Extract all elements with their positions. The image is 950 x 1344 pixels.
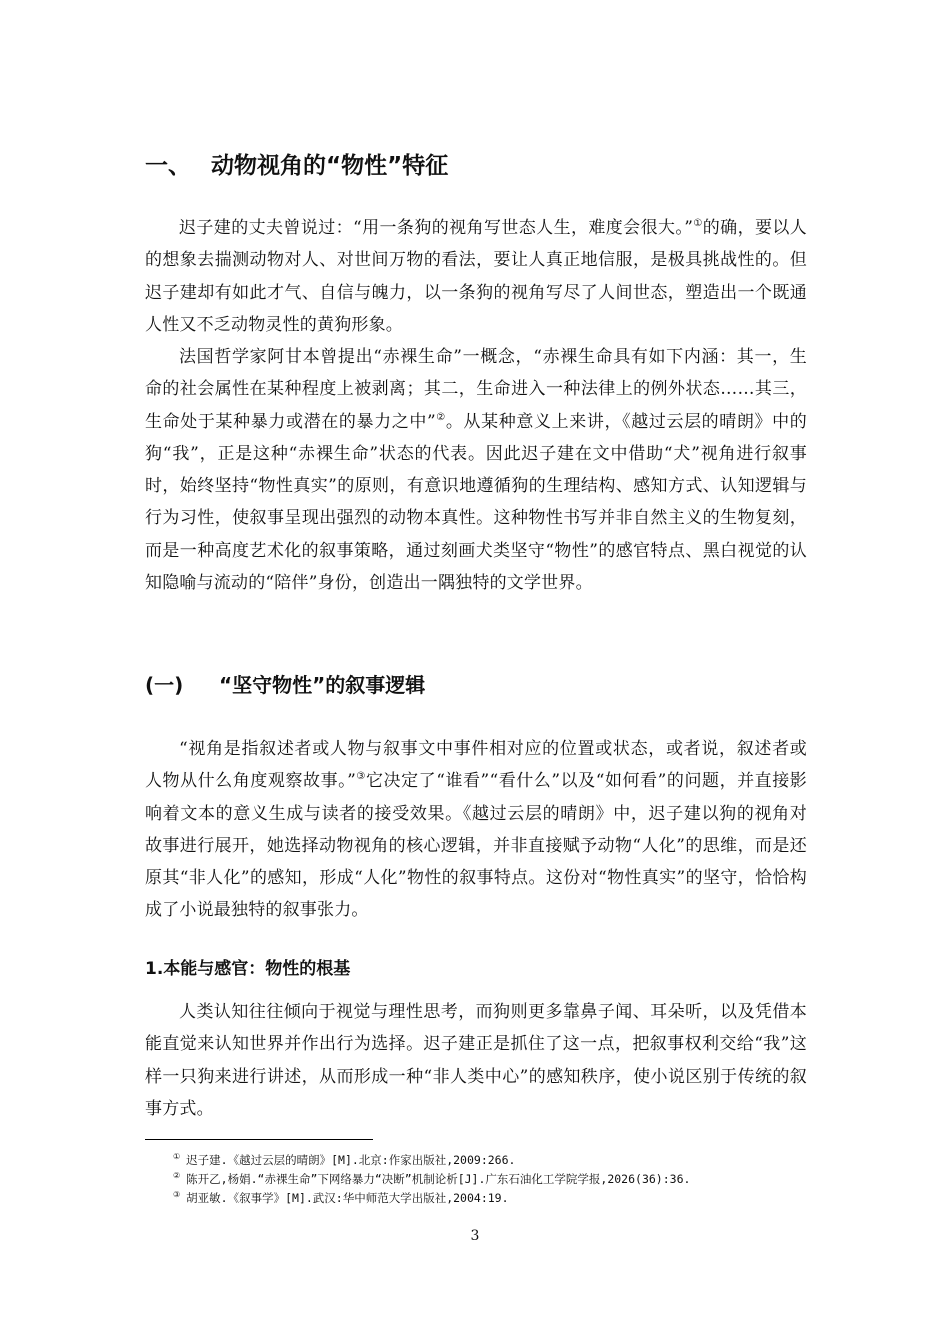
footnote-text-3: 胡亚敏.《叙事学》[M].武汉:华中师范大学出版社,2004:19. [186,1191,509,1205]
paragraph-1-text-b: 的确，要以人的想象去揣测动物对人、对世间万物的看法，要让人真正地信服，是极具挑战性的。但迟子建却有如此才气、自信与魄力，以一条狗的视角写尽了人间世态，塑造出一个既通人性又不乏动物灵性的黄狗形象。 [145,218,807,335]
footnotes [145,1151,745,1208]
paragraph-3 [145,733,807,927]
page-number: 3 [470,1228,480,1244]
paragraph-3-text-b: 它决定了“谁看”“看什么”以及“如何看”的问题，并直接影响着文本的意义生成与读者的接受效果。《越过云层的晴朗》中，迟子建以狗的视角对故事进行展开，她选择动物视角的核心逻辑，并非直接赋予动物“人化”的思维，而是还原其“非人化”的感知，形成“人化”物性的叙事特点。这份对“物性真实”的坚守，恰恰构成了小说最独特的叙事张力。 [145,771,807,921]
footnote-ref-1[interactable]: ① [693,218,703,229]
paragraph-1-text-a: 迟子建的丈夫曾说过：“用一条狗的视角写世态人生，难度会很大。” [179,218,694,238]
footnote-ref-3[interactable]: ③ [356,771,366,783]
subsection-title: “坚守物性”的叙事逻辑 [219,673,426,697]
footnote-mark-2: ② [173,1171,181,1180]
paragraph-2-text-a: 法国哲学家阿甘本曾提出“赤裸生命”一概念，“赤裸生命具有如下内涵：其一，生命的社会属性在某种程度上被剥离；其二，生命进入一种法律上的例外状态……其三，生命处于某种暴力或潜在的暴力之中” [145,347,807,432]
footnote-2 [145,1170,745,1189]
footnote-text-1: 迟子建.《越过云层的晴朗》[M].北京:作家出版社,2009:266. [186,1153,516,1167]
paragraph-2 [145,341,807,599]
footnote-ref-2[interactable]: ② [435,411,446,423]
paragraph-4: 人类认知往往倾向于视觉与理性思考，而狗则更多靠鼻子闻、耳朵听，以及凭借本能直觉来认知世界并作出行为选择。迟子建正是抓住了这一点，把叙事权利交给“我”这样一只狗来进行讲述，从而形成一种“非人类中心”的感知秩序，使小说区别于传统的叙事方式。 [145,1002,807,1119]
subsection-number: (一) [145,673,184,697]
section-number: 一、 [145,153,191,179]
footnote-mark-3: ③ [173,1190,181,1199]
paragraph-3-text-a: “视角是指叙述者或人物与叙事文中事件相对应的位置或状态，或者说，叙述者或人物从什么角度观察故事。” [145,739,807,792]
paragraph-1 [145,212,807,341]
section-heading [145,150,448,182]
footnote-1 [145,1151,745,1170]
footnote-mark-1: ① [173,1152,181,1161]
subsubsection-heading: 1.本能与感官：物性的根基 [145,959,351,979]
footnote-3 [145,1189,745,1208]
subsection-heading [145,670,425,700]
paragraph-2-text-b: 。从某种意义上来讲，《越过云层的晴朗》中的狗“我”，正是这种“赤裸生命”状态的代表。因此迟子建在文中借助“犬”视角进行叙事时，始终坚持“物性真实”的原则，有意识地遵循狗的生理结构、感知方式、认知逻辑与行为习性，使叙事呈现出强烈的动物本真性。这种物性书写并非自然主义的生物复刻，而是一种高度艺术化的叙事策略，通过刻画犬类坚守“物性”的感官特点、黑白视觉的认知隐喻与流动的“陪伴”身份，创造出一隅独特的文学世界。 [145,411,807,594]
footnote-text-2: 陈开乙,杨娟.“赤裸生命”下网络暴力“决断”机制论析[J].广东石油化工学院学报,2026(36):36. [186,1172,691,1186]
footnote-divider [145,1139,373,1140]
section-title: 动物视角的“物性”特征 [211,153,449,179]
